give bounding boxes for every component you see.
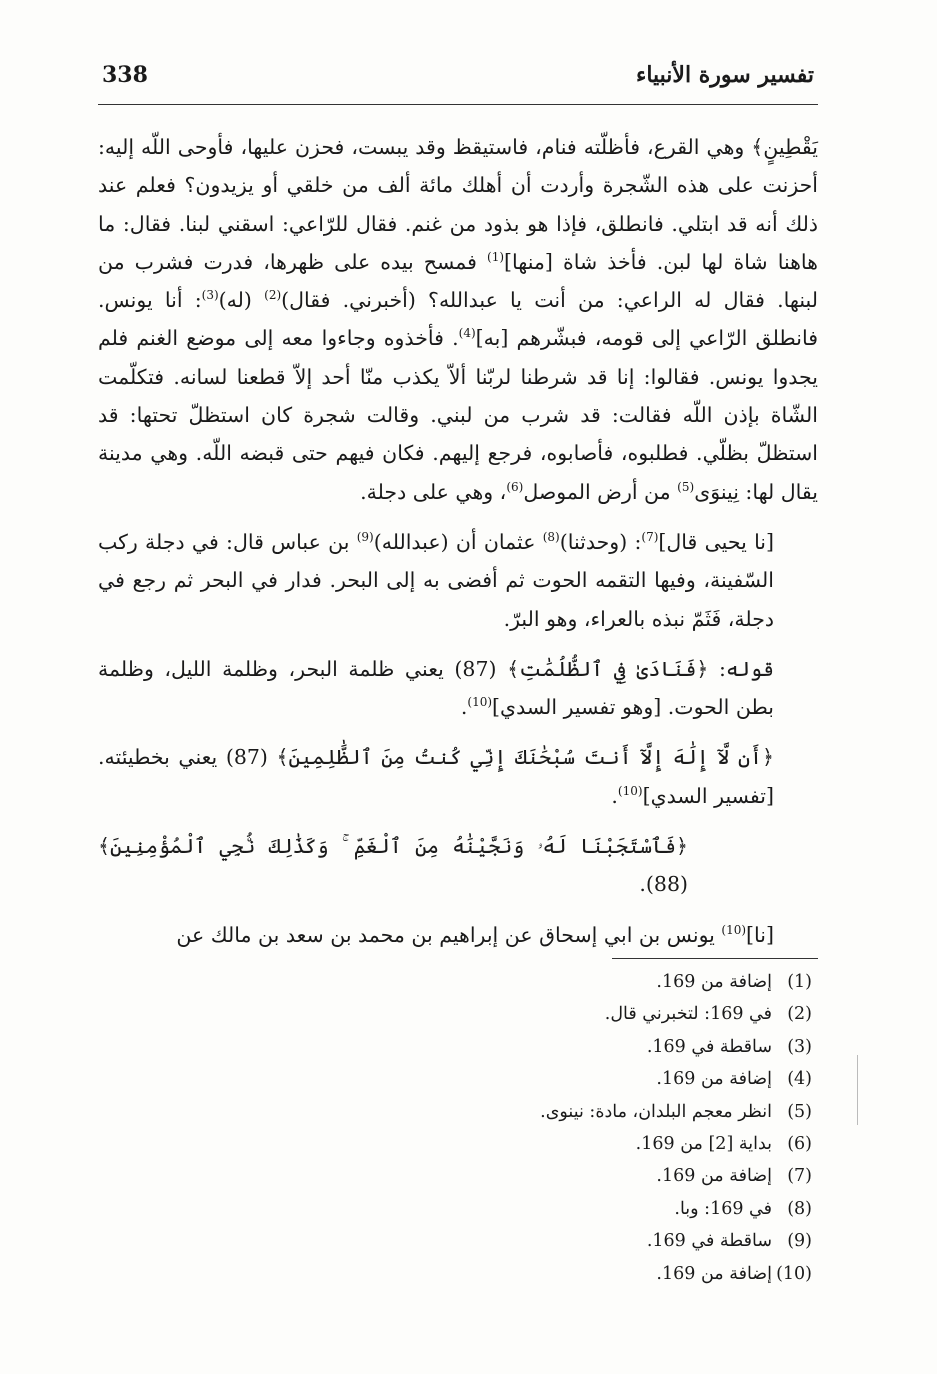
footnote-item: [300, 1193, 812, 1225]
text-run: يَقْطِينٍ﴾ وهي القرع، فأظلّته فنام، فاستيقظ وقد يبست، فحزن عليها، فأوحى اللّه إليه: أحزنت على هذه الشّجرة وأردت أن أهلك مائة ألف من خلقي أو يزيدون؟ فعلم عند ذلك أنه قد ابتلي. فانطلق، فإذا هو بذود من غنم. فقال للرّاعي: اسقني لبنا. فقال: ما هاهنا شاة لها لبن. فأخذ شاة [منها]: [98, 135, 818, 274]
text-run: من أرض الموصل: [523, 479, 678, 504]
footnote-item: [300, 966, 812, 998]
footnote-item: [300, 1160, 812, 1192]
footnote-item: [300, 998, 812, 1030]
footnote-text: إضافة من 169.: [656, 972, 772, 992]
footnote-number: (2): [787, 1004, 812, 1025]
paragraph-1: [98, 128, 818, 511]
footnote-text: إضافة من 169.: [656, 1166, 772, 1187]
footnote-divider: [612, 958, 818, 959]
page-number: 338: [102, 62, 148, 88]
footnote-item: [300, 1225, 812, 1257]
footnote-text: انظر معجم البلدان، مادة: نينوى.: [540, 1101, 772, 1122]
footnote-number: (7): [787, 1166, 812, 1187]
footnote-ref: (8): [542, 530, 560, 545]
footnote-text: ساقطة في 169.: [646, 1036, 772, 1057]
footnote-text: إضافة من 169.: [656, 1263, 772, 1284]
footnote-text: إضافة من 169.: [656, 1069, 772, 1090]
text-run: .: [460, 695, 468, 720]
footnote-ref: (10): [721, 922, 747, 937]
footnote-text: في 169: وبا.: [674, 1198, 772, 1219]
footnote-ref: (7): [641, 530, 659, 545]
footnote-text: بداية [2] من 169.: [635, 1134, 772, 1155]
footnote-ref: (3): [201, 288, 219, 303]
page-header: [98, 60, 818, 100]
text-run: يونس بن ابي إسحاق عن إبراهيم بن محمد بن سعد بن مالك عن: [176, 922, 722, 947]
footnote-ref: (9): [356, 530, 374, 545]
running-title: تفسير سورة الأنبياء: [635, 62, 814, 88]
text-run: عثمان أن (عبدالله): [373, 529, 543, 554]
footnote-ref: (10): [467, 695, 493, 710]
footnotes-list: [300, 966, 812, 1290]
footnote-item: [300, 1258, 812, 1290]
text-run: (له): [218, 288, 265, 313]
footnote-number: (9): [787, 1231, 812, 1252]
footnote-number: (6): [787, 1134, 812, 1155]
text-run: .: [611, 783, 618, 808]
footnote-number: (8): [787, 1198, 812, 1219]
footnote-item: [300, 1096, 812, 1128]
text-run: . فأخذوه وجاءوا معه إلى موضع الغنم فلم يجدوا يونس. فقالوا: إنا قد شرطنا لربّنا ألاّ يكذب منّا أحد إلاّ قطعنا لسانه. فتكلّمت الشّاة بإذن اللّه فقالت: قد شرب من لبني. وقالت شجرة كان استظلّ تحتها: قد استظلّ بظلّي. فطلبوه، فأصابوه، فرجع إليهم. فكان فيهم حتى قبضه اللّه. وهي مدينة يقال لها: نِينوَى: [98, 326, 818, 504]
text-run: [نا]: [746, 922, 774, 947]
footnote-ref: (5): [677, 479, 695, 494]
text-run: : أنا يونس. فانطلق الرّاعي إلى قومه، فبشّرهم [به]: [98, 288, 818, 351]
footnote-number: (5): [787, 1101, 812, 1122]
text-run: فمسح بيده على ظهرها، فدرت فشرب من لبنها. فقال له الراعي: من أنت يا عبدالله؟ (أخبرني. فقال): [98, 249, 818, 313]
text-run: بن عباس قال: في دجلة ركب السّفينة، وفيها التقمه الحوت ثم أفضى به إلى البحر. فدار في البحر ثم رجع في دجلة، فَثَمّ نبذه بالعراء، وهو البرّ.: [98, 529, 774, 631]
footnote-ref: (1): [487, 250, 505, 265]
footnote-item: [300, 1031, 812, 1063]
paragraph-4: [98, 738, 818, 815]
main-text: [98, 128, 818, 954]
footnote-number: (3): [787, 1036, 812, 1057]
text-run: قوله: ﴿فَنَادَىٰ فِي ٱلظُّلُمَٰتِ﴾ (87) يعني ظلمة البحر، وظلمة الليل، وظلمة بطن الحوت. [وهو تفسير السدي]: [98, 656, 774, 720]
footnote-text: ساقطة في 169.: [646, 1231, 772, 1252]
paragraph-2: [98, 523, 818, 638]
paragraph-3: [98, 650, 818, 727]
header-divider: [98, 104, 818, 105]
footnote-ref: (10): [617, 783, 643, 798]
text-run: ، وهي على دجلة.: [360, 479, 507, 504]
footnote-text: في 169: لتخبرني قال.: [604, 1004, 772, 1025]
footnote-number: (1): [787, 972, 812, 992]
footnote-ref: (2): [264, 288, 282, 303]
footnote-ref: (4): [458, 326, 476, 341]
text-run: : (وحدثنا): [559, 529, 642, 554]
paragraph-5: ﴿فَٱسْتَجَبْنَا لَهُۥ وَنَجَّيْنَٰهُ مِنَ ٱلْغَمِّ ۚ وَكَذَٰلِكَ نُۨجِي ٱلْمُؤْمِنِينَ﴾ (88).: [98, 834, 688, 897]
text-run: [نا يحيى قال]: [658, 529, 775, 554]
footnote-item: [300, 1063, 812, 1095]
footnote-number: (10): [776, 1263, 812, 1284]
scan-margin-line: [857, 1055, 858, 1125]
footnote-ref: (6): [506, 479, 524, 494]
paragraph-6: [98, 916, 818, 954]
footnote-item: [300, 1128, 812, 1160]
footnote-number: (4): [787, 1069, 812, 1090]
text-run: ﴿أَن لَّآ إِلَٰهَ إِلَّآ أَنتَ سُبْحَٰنَكَ إِنِّي كُنتُ مِنَ ٱلظَّٰلِمِينَ﴾ (87) يعني بخطيئته. [تفسير السدي]: [98, 745, 775, 808]
